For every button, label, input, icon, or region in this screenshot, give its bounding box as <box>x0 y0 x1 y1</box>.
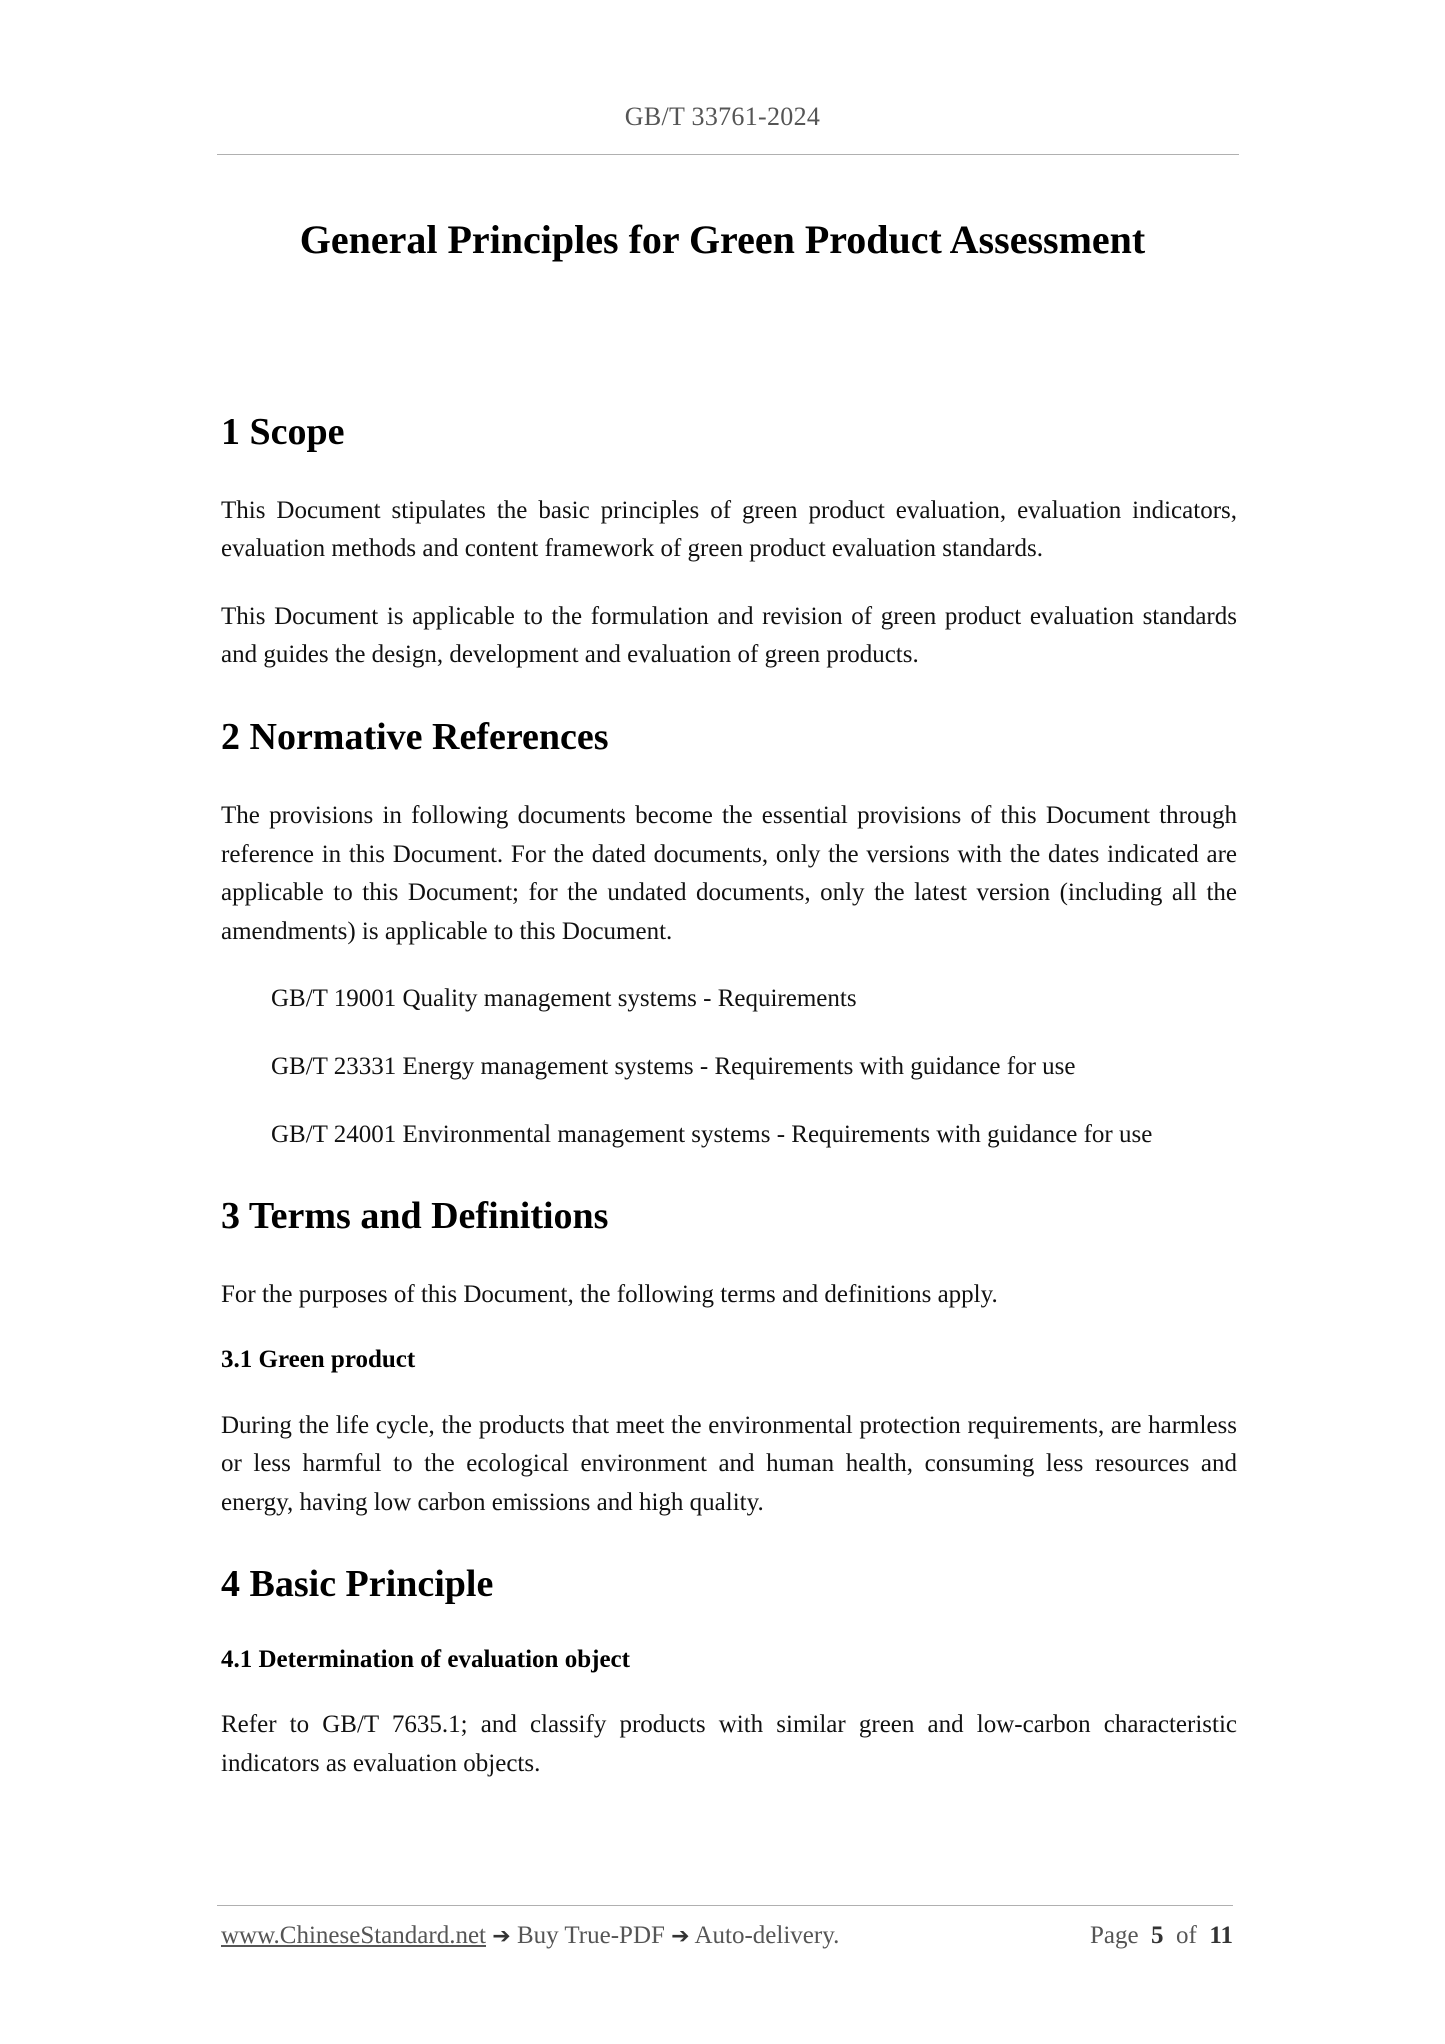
normative-reference-2: GB/T 23331 Energy management systems - Requirements with guidance for use <box>271 1053 1076 1081</box>
footer-divider <box>217 1905 1233 1906</box>
normative-reference-1: GB/T 19001 Quality management systems - Requirements <box>271 985 857 1013</box>
page-total: 11 <box>1209 1922 1233 1949</box>
page-number <box>1090 1922 1233 1950</box>
normative-reference-3: GB/T 24001 Environmental management systems - Requirements with guidance for use <box>271 1121 1153 1149</box>
section-1-paragraph-2: This Document is applicable to the formulation and revision of green product evaluation standards and guides the design, development and evaluation of green products. <box>221 602 1237 669</box>
section-3-1-heading: 3.1 Green product <box>221 1346 416 1374</box>
header-divider <box>217 154 1239 155</box>
section-3-heading: 3 Terms and Definitions <box>221 1195 609 1238</box>
section-2-paragraph-1: The provisions in following documents become the essential provisions of this Document through reference in this Document. For the dated documents, only the versions with the dates indicated are applicable to this Document; for the undated documents, only the latest version (including all the amendments) is applicable to this Document. <box>221 802 1237 945</box>
arrow-right-icon: ➔ <box>492 1924 511 1949</box>
arrow-right-icon: ➔ <box>671 1924 690 1949</box>
footer-promo <box>221 1922 839 1950</box>
section-4-1-paragraph: Refer to GB/T 7635.1; and classify products with similar green and low-carbon characteristic indicators as evaluation objects. <box>221 1711 1237 1777</box>
buy-true-pdf-text: Buy True-PDF <box>516 1922 665 1949</box>
page-current: 5 <box>1151 1922 1164 1949</box>
section-3-1-paragraph: During the life cycle, the products that meet the environmental protection requirements, are harmless or less harmful to the ecological environment and human health, consuming less resources and energy, having low carbon emissions and high quality. <box>221 1411 1237 1516</box>
page-label: Page <box>1089 1922 1139 1949</box>
document-body <box>221 410 1237 1783</box>
section-4-heading: 4 Basic Principle <box>221 1563 494 1606</box>
section-3-paragraph-1: For the purposes of this Document, the following terms and definitions apply. <box>221 1280 998 1308</box>
section-1-paragraph-1: This Document stipulates the basic principles of green product evaluation, evaluation indicators, evaluation methods and content framework of green product evaluation standards. <box>221 496 1237 563</box>
page-of: of <box>1176 1922 1197 1949</box>
site-link[interactable]: www.ChineseStandard.net <box>221 1922 486 1949</box>
header-standard-code: GB/T 33761-2024 <box>624 102 821 131</box>
document-title: General Principles for Green Product Assessment <box>299 217 1146 262</box>
section-4-1-heading: 4.1 Determination of evaluation object <box>221 1645 630 1673</box>
section-1-heading: 1 Scope <box>221 411 345 453</box>
auto-delivery-text: Auto-delivery. <box>694 1922 840 1949</box>
section-2-heading: 2 Normative References <box>221 715 609 758</box>
